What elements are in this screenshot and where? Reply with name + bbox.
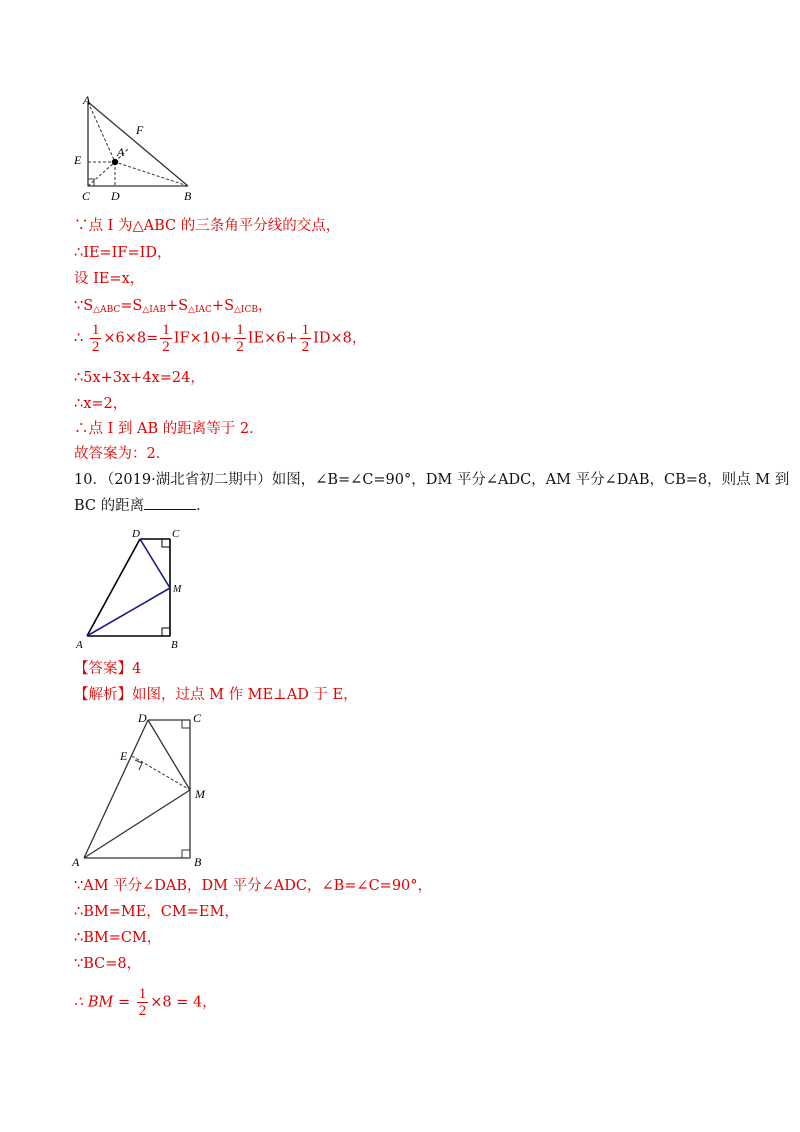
fraction-half: $\frac{1}{2}$ <box>162 322 170 355</box>
solution2-line-3: ∴BM=CM， <box>74 930 162 946</box>
solution-line-8: ∴点 I 到 AB 的距离等于 2． <box>74 421 264 437</box>
question-text-line-2: BC 的距离 ． <box>74 498 211 514</box>
label-D: D <box>132 528 140 540</box>
triangle-figure-1 <box>72 92 202 204</box>
fraction-half: $\frac{1}{2}$ <box>301 322 310 355</box>
label-B: B <box>171 639 178 651</box>
label-D: D <box>138 711 147 725</box>
label-M: M <box>173 584 182 595</box>
solution-line-2: ∴IE=IF=ID， <box>74 245 172 261</box>
quadrilateral-figure-3 <box>70 708 220 868</box>
answer-label: 【答案】4 <box>74 661 142 677</box>
label-D: D <box>111 189 120 203</box>
label-C: C <box>193 711 202 725</box>
label-M: M <box>195 787 205 801</box>
solution2-line-4: ∵BC=8， <box>74 956 142 972</box>
label-B: B <box>194 855 202 868</box>
answer-blank <box>144 497 196 510</box>
label-A: A <box>76 639 83 651</box>
solution-line-1: ∵点 I 为△ABC 的三条角平分线的交点， <box>74 218 341 234</box>
question-text-line-1: 10．（2019·湖北省初二期中）如图，∠B=∠C=90°，DM 平分∠ADC，AM 平分∠DAB，CB=8，则点 M 到 <box>74 472 790 488</box>
label-A: A <box>72 855 80 868</box>
label-F: F <box>136 123 144 137</box>
label-I: A <box>117 145 125 159</box>
label-E: E <box>120 749 128 763</box>
solution2-line-1: ∵AM 平分∠DAB，DM 平分∠ADC，∠B=∠C=90°， <box>74 878 433 894</box>
quadrilateral-figure-2 <box>72 524 202 654</box>
solution2-line-2: ∴BM=ME，CM=EM， <box>74 904 239 920</box>
solution-line-7: ∴x=2， <box>74 396 128 412</box>
solution-line-9: 故答案为：2． <box>74 446 171 462</box>
label-A: A <box>83 93 91 107</box>
fraction-half: $\frac{1}{2}$ <box>236 322 244 355</box>
analysis-label: 【解析】如图，过点 M 作 ME⊥AD 于 E， <box>74 687 358 703</box>
fraction-half: $\frac{1}{2}$ <box>138 986 147 1019</box>
solution-line-6: ∴5x+3x+4x=24， <box>74 370 205 386</box>
solution2-line-5: ∴ BM = $\frac{1}{2}$ ×8 = 4， <box>74 986 217 1019</box>
label-C: C <box>172 528 180 540</box>
label-E: E <box>74 153 82 167</box>
label-C: C <box>82 189 91 203</box>
solution-line-5: ∴ $\frac{1}{2}$ ×6×8= $\frac{1}{2}$ IF×10+ $\frac{1}{2}$ IE×6+ $\frac{1}{2}$ ID×8， <box>74 322 367 355</box>
solution-line-4: $\because S_{\triangle ABC}=S_{\triangle IAB}+S_{\triangle IAC}+S_{\triangle ICB}$， <box>74 298 273 315</box>
label-B: B <box>184 189 192 203</box>
fraction-half: $\frac{1}{2}$ <box>91 322 100 355</box>
solution-line-3: 设 IE=x， <box>74 271 145 287</box>
